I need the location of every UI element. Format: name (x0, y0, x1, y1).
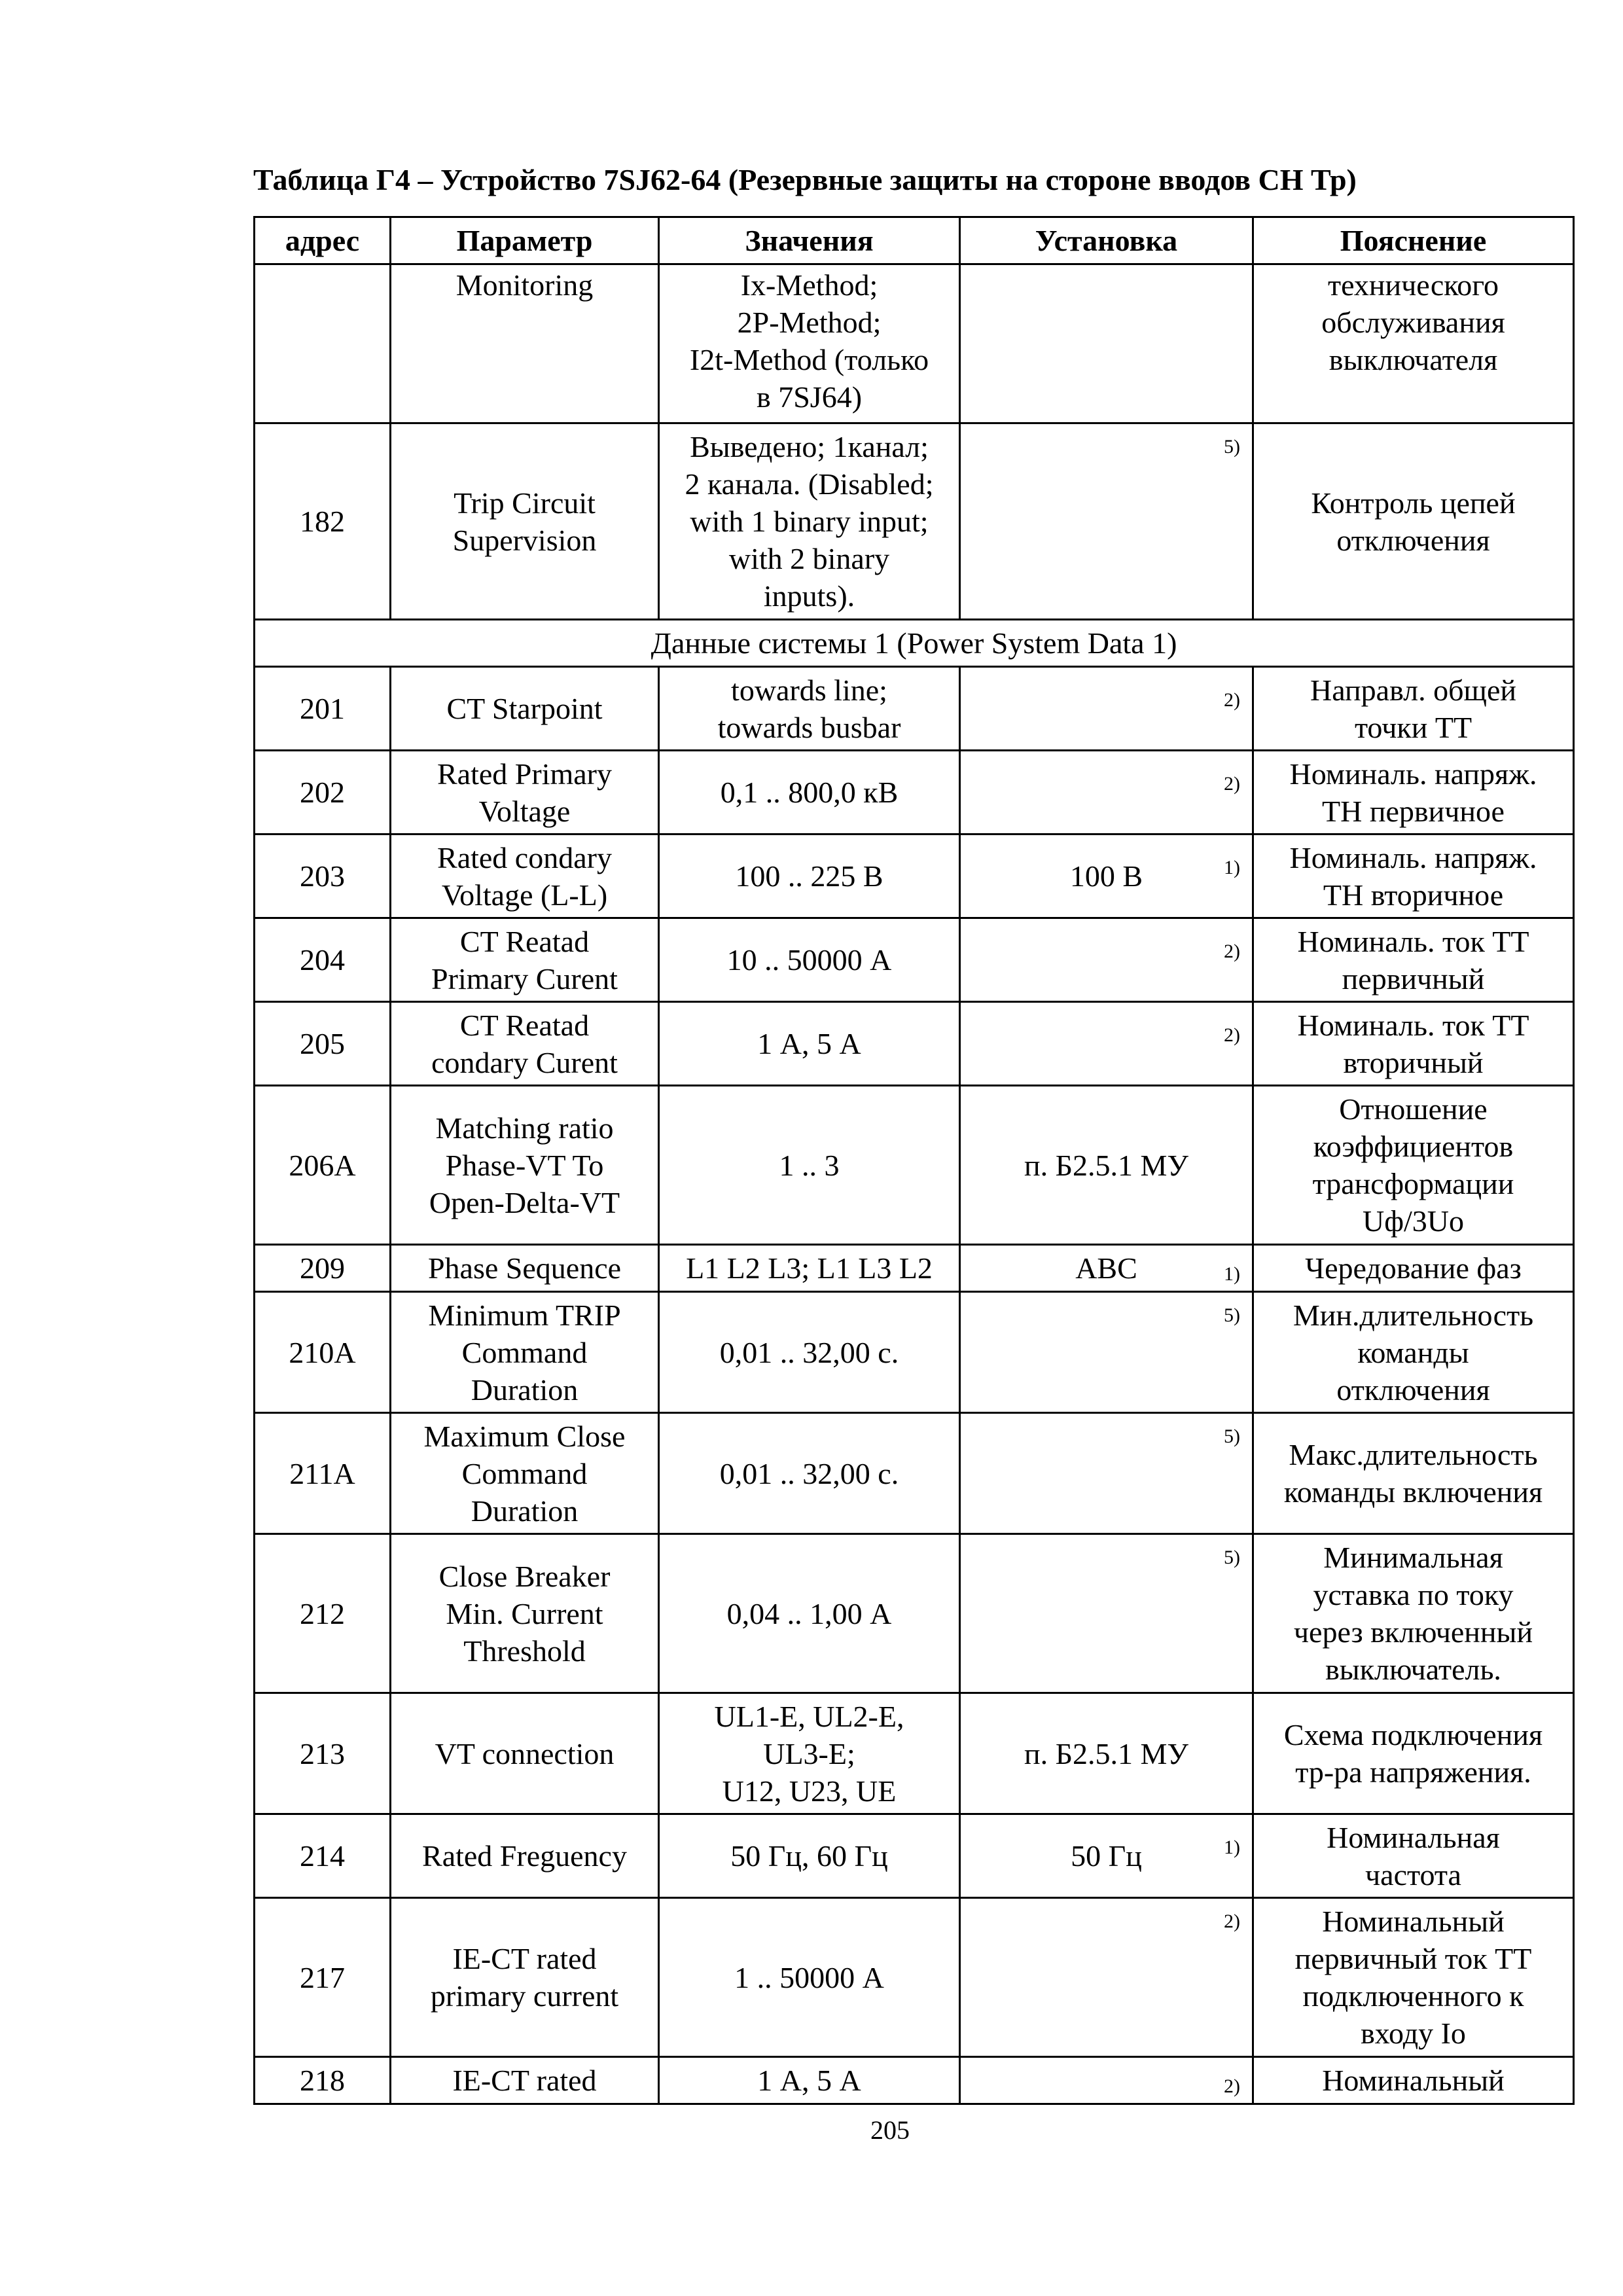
row-address: 204 (255, 918, 391, 1002)
row-setting (960, 1534, 1253, 1693)
row-parameter: CT Starpoint (391, 667, 659, 751)
row-explanation: Номиналь. ток ТТ вторичный (1253, 1002, 1574, 1086)
row-values: 0,04 .. 1,00 А (659, 1534, 960, 1693)
row-values: 100 .. 225 В (659, 834, 960, 918)
row-explanation: Направл. общей точки ТТ (1253, 667, 1574, 751)
row-explanation: Минимальная уставка по току через включенный выключатель. (1253, 1534, 1574, 1693)
row-parameter: Trip Circuit Supervision (391, 423, 659, 620)
row-address: 206A (255, 1086, 391, 1245)
row-setting (960, 2057, 1253, 2104)
table-row (255, 1245, 1574, 1292)
row-explanation: Номинальная частота (1253, 1814, 1574, 1898)
row-values: Ix-Method; 2P-Method; I2t-Method (только в 7SJ64) (659, 264, 960, 423)
footnote-mark: 2) (1224, 1910, 1240, 1932)
row-explanation: Отношение коэффициентов трансформации Uф/3Uo (1253, 1086, 1574, 1245)
column-header-explanation: Пояснение (1253, 217, 1574, 264)
settings-table (253, 216, 1575, 2105)
footnote-mark: 1) (1224, 1836, 1240, 1858)
setting-value: п. Б2.5.1 МУ (1024, 1148, 1188, 1182)
table-row (255, 1814, 1574, 1898)
section-heading: Данные системы 1 (Power System Data 1) (255, 620, 1574, 667)
footnote-mark: 5) (1224, 436, 1240, 457)
footnote-mark: 5) (1224, 1304, 1240, 1326)
row-values: 0,01 .. 32,00 с. (659, 1292, 960, 1413)
table-row (255, 1292, 1574, 1413)
row-explanation: Номиналь. ток ТТ первичный (1253, 918, 1574, 1002)
row-address: 211A (255, 1413, 391, 1534)
row-parameter: Matching ratio Phase-VT To Open-Delta-VT (391, 1086, 659, 1245)
page-number: 205 (870, 2115, 910, 2145)
row-address: 214 (255, 1814, 391, 1898)
footnote-mark: 2) (1224, 689, 1240, 711)
row-parameter: Monitoring (391, 264, 659, 423)
footnote-mark: 2) (1224, 2075, 1240, 2097)
row-setting (960, 1693, 1253, 1814)
table-row (255, 918, 1574, 1002)
row-explanation: Номиналь. напряж. ТН первичное (1253, 751, 1574, 834)
row-values: 1 А, 5 А (659, 2057, 960, 2104)
row-parameter: Minimum TRIP Command Duration (391, 1292, 659, 1413)
row-address: 205 (255, 1002, 391, 1086)
footnote-mark: 1) (1224, 856, 1240, 878)
row-parameter: Close Breaker Min. Current Threshold (391, 1534, 659, 1693)
row-explanation: Номинальный (1253, 2057, 1574, 2104)
row-setting (960, 1086, 1253, 1245)
table-row (255, 1898, 1574, 2057)
table-title: Таблица Г4 – Устройство 7SJ62-64 (Резервные защиты на стороне вводов СН Тр) (253, 163, 1357, 196)
footnote-mark: 2) (1224, 772, 1240, 795)
row-parameter: CT Reatad condary Curent (391, 1002, 659, 1086)
row-values: towards line; towards busbar (659, 667, 960, 751)
table-row (255, 1693, 1574, 1814)
row-address: 217 (255, 1898, 391, 2057)
table-row (255, 423, 1574, 620)
footnote-mark: 2) (1224, 940, 1240, 962)
row-setting (960, 1814, 1253, 1898)
row-setting (960, 1413, 1253, 1534)
row-parameter: IE-CT rated primary current (391, 1898, 659, 2057)
row-setting (960, 1245, 1253, 1292)
table-row (255, 751, 1574, 834)
row-address: 213 (255, 1693, 391, 1814)
table-row (255, 1534, 1574, 1693)
row-setting (960, 1898, 1253, 2057)
column-header-parameter: Параметр (391, 217, 659, 264)
row-explanation: Схема подключения тр-ра напряжения. (1253, 1693, 1574, 1814)
row-setting (960, 1002, 1253, 1086)
row-values: Выведено; 1канал; 2 канала. (Disabled; with 1 binary input; with 2 binary inputs). (659, 423, 960, 620)
table-row (255, 2057, 1574, 2104)
row-setting (960, 1292, 1253, 1413)
row-setting (960, 751, 1253, 834)
row-parameter: IE-CT rated (391, 2057, 659, 2104)
row-parameter: Maximum Close Command Duration (391, 1413, 659, 1534)
row-parameter: Rated Primary Voltage (391, 751, 659, 834)
row-values: 0,1 .. 800,0 кВ (659, 751, 960, 834)
row-values: 1 .. 50000 А (659, 1898, 960, 2057)
row-values: UL1-E, UL2-E, UL3-E; U12, U23, UE (659, 1693, 960, 1814)
row-explanation: Чередование фаз (1253, 1245, 1574, 1292)
section-row (255, 620, 1574, 667)
row-values: 50 Гц, 60 Гц (659, 1814, 960, 1898)
row-parameter: Rated Freguency (391, 1814, 659, 1898)
row-parameter: CT Reatad Primary Curent (391, 918, 659, 1002)
row-address: 182 (255, 423, 391, 620)
setting-value: 100 В (1069, 859, 1143, 893)
row-setting (960, 834, 1253, 918)
row-address: 212 (255, 1534, 391, 1693)
row-values: L1 L2 L3; L1 L3 L2 (659, 1245, 960, 1292)
table-row (255, 1413, 1574, 1534)
column-header-setting: Установка (960, 217, 1253, 264)
footnote-mark: 2) (1224, 1024, 1240, 1046)
row-parameter: Phase Sequence (391, 1245, 659, 1292)
row-address (255, 264, 391, 423)
column-header-values: Значения (659, 217, 960, 264)
row-values: 1 А, 5 А (659, 1002, 960, 1086)
row-explanation: технического обслуживания выключателя (1253, 264, 1574, 423)
row-values: 1 .. 3 (659, 1086, 960, 1245)
row-values: 0,01 .. 32,00 с. (659, 1413, 960, 1534)
row-address: 201 (255, 667, 391, 751)
table-row (255, 667, 1574, 751)
setting-value: п. Б2.5.1 МУ (1024, 1736, 1188, 1770)
table-row (255, 1002, 1574, 1086)
table-row (255, 834, 1574, 918)
row-explanation: Номиналь. напряж. ТН вторичное (1253, 834, 1574, 918)
row-address: 210A (255, 1292, 391, 1413)
row-setting (960, 667, 1253, 751)
row-address: 202 (255, 751, 391, 834)
row-setting (960, 264, 1253, 423)
row-explanation: Контроль цепей отключения (1253, 423, 1574, 620)
row-parameter: VT connection (391, 1693, 659, 1814)
row-parameter: Rated condary Voltage (L-L) (391, 834, 659, 918)
footnote-mark: 5) (1224, 1426, 1240, 1447)
row-values: 10 .. 50000 А (659, 918, 960, 1002)
row-explanation: Макс.длительность команды включения (1253, 1413, 1574, 1534)
row-address: 218 (255, 2057, 391, 2104)
row-address: 203 (255, 834, 391, 918)
table-header-row (255, 217, 1574, 264)
setting-value: 50 Гц (1071, 1839, 1142, 1873)
setting-value: ABC (1075, 1251, 1137, 1285)
row-explanation: Мин.длительность команды отключения (1253, 1292, 1574, 1413)
column-header-address: адрес (255, 217, 391, 264)
footnote-mark: 1) (1224, 1263, 1240, 1285)
table-row (255, 264, 1574, 423)
footnote-mark: 5) (1224, 1547, 1240, 1568)
row-explanation: Номинальный первичный ток ТТ подключенного к входу Io (1253, 1898, 1574, 2057)
row-address: 209 (255, 1245, 391, 1292)
row-setting (960, 423, 1253, 620)
row-setting (960, 918, 1253, 1002)
table-row (255, 1086, 1574, 1245)
